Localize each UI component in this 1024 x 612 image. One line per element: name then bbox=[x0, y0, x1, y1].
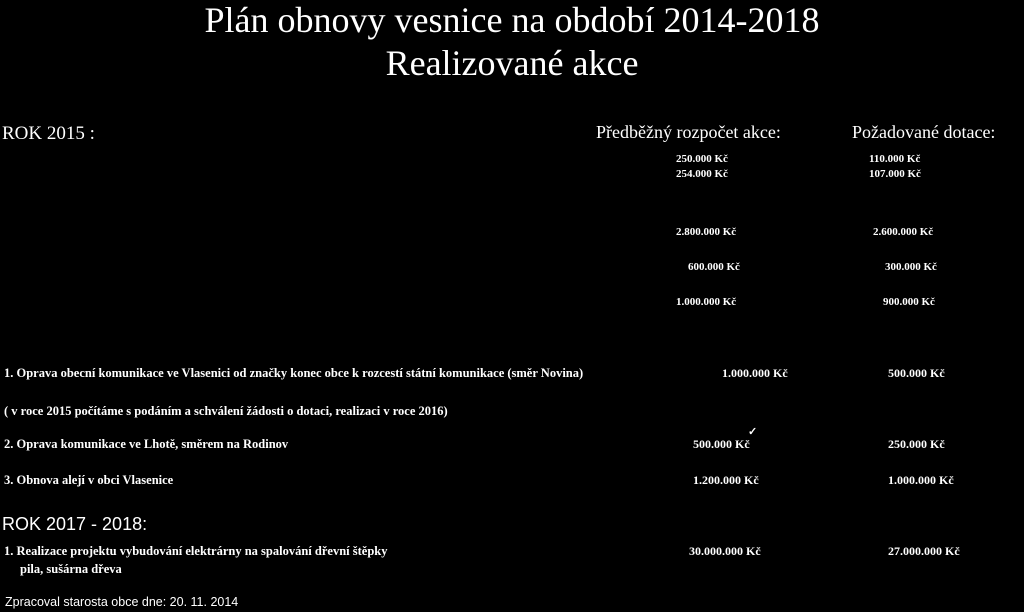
item-description: 1. Realizace projektu vybudování elektrárny na spalování dřevní štěpky bbox=[4, 544, 388, 558]
item-note: ( v roce 2015 počítáme s podáním a schválení žádosti o dotaci, realizaci v roce 2016) bbox=[4, 404, 448, 418]
subsidy-amount: 1.000.000 Kč bbox=[888, 473, 954, 487]
subsidy-column-heading: Požadované dotace: bbox=[852, 122, 996, 142]
budget-amount: 254.000 Kč bbox=[676, 168, 728, 180]
subsidy-amount: 2.600.000 Kč bbox=[873, 226, 934, 238]
item-subtext: pila, sušárna dřeva bbox=[20, 562, 122, 576]
subsidy-amount: 300.000 Kč bbox=[885, 261, 937, 273]
subsidy-amount: 500.000 Kč bbox=[888, 366, 945, 380]
item-description: 3. Obnova alejí v obci Vlasenice bbox=[4, 473, 174, 487]
budget-amount: 1.000.000 Kč bbox=[722, 366, 788, 380]
item-description: 2. Oprava komunikace ve Lhotě, směrem na Rodinov bbox=[4, 437, 289, 451]
budget-amount: 2.800.000 Kč bbox=[676, 226, 737, 238]
document-title: Plán obnovy vesnice na období 2014-2018 bbox=[204, 0, 820, 40]
tick-mark: ✓ bbox=[748, 426, 758, 438]
budget-amount: 600.000 Kč bbox=[688, 261, 740, 273]
budget-column-heading: Předběžný rozpočet akce: bbox=[596, 122, 781, 142]
budget-amount: 1.000.000 Kč bbox=[676, 296, 737, 308]
subsidy-amount: 900.000 Kč bbox=[883, 296, 935, 308]
subsidy-amount: 27.000.000 Kč bbox=[888, 544, 960, 558]
item-description: 1. Oprava obecní komunikace ve Vlasenici od značky konec obce k rozcestí státní komunikace (směr Novina) bbox=[4, 366, 584, 380]
budget-amount: 1.200.000 Kč bbox=[693, 473, 759, 487]
document-footer: Zpracoval starosta obce dne: 20. 11. 2014 bbox=[5, 595, 239, 609]
year-2015-heading: ROK 2015 : bbox=[2, 123, 95, 144]
year-2017-2018-heading: ROK 2017 - 2018: bbox=[2, 514, 148, 534]
budget-amount: 250.000 Kč bbox=[676, 153, 728, 165]
document-subtitle: Realizované akce bbox=[385, 43, 639, 83]
budget-amount: 500.000 Kč bbox=[693, 437, 750, 451]
subsidy-amount: 110.000 Kč bbox=[869, 153, 921, 165]
budget-amount: 30.000.000 Kč bbox=[689, 544, 761, 558]
subsidy-amount: 250.000 Kč bbox=[888, 437, 945, 451]
subsidy-amount: 107.000 Kč bbox=[869, 168, 921, 180]
